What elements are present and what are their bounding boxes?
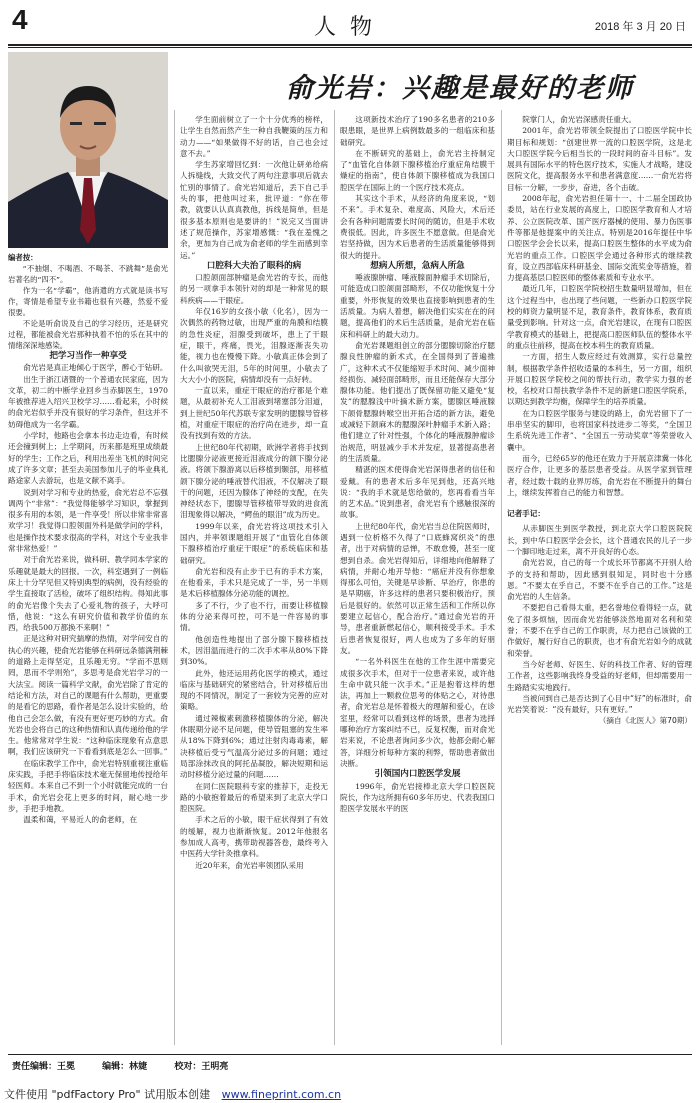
notes-paragraph: 从赤脚医生到医学教授，到北京大学口腔医院院长，到中华口腔医学会会长，这个普通农民的儿子一步一个脚印地走过来，离不开良好的心态。 xyxy=(507,524,692,556)
paragraph: 最近几年，口腔医学院校招生数量明显增加，但在这个过程当中，也出现了些问题，一些新办口腔医学院校的师资力量明显不足，教育条件，教育体系，教育质量受到影响。针对这一点，俞光岩建议，在现有口腔医学教育模式的基础上，把提高口腔医师队伍的整体水平的重点往前移，提高在校本科生的教育质量。 xyxy=(507,284,692,350)
paragraph: 俞光岩是真正地倾心于医学，醉心于钻研。 xyxy=(23,363,168,373)
section-title: 人物 xyxy=(313,15,386,40)
paragraph: 通过辣椒素刺激移植腺体的分泌，解决休眠期分泌不足问题，使导管阻塞的发生率从18%下降到6%；通过注射肉毒毒素，解决移植后受亏气温高分泌过多的问题；通过局部涂抹改良的阿托品凝胶，解决短期和运动时移植分泌过量的问题…… xyxy=(180,713,328,780)
paragraph: 上世纪80年代，俞光岩当总住院医师时，遇到一位析格不久得了“口底蜂窝织炎”的患者，出于对病情的忌惮，不敢怠慢，甚至一度想到自杀。俞光岩得知后，详细地向他解释了病情，并耐心地开导他：“癌症并没有你想象得那么可怕，关键是早诊断、早治疗，你患的是早期癌，许多这样的患者只要积极治疗，预后是很好的。依然可以正常生活和工作所以你要建立起信心，配合治疗。”通过俞光岩的开导，患者重新燃起信心，顺利接受手术。手术后患者恢复很好，两人也成为了多年的好朋友。 xyxy=(340,521,495,655)
notes-paragraph: 不要把自己看得太重，把名誉地位看得轻一点，就免了很多烦恼，因而俞光岩能够淡然地面对名利和荣誉；不要不在乎自己的工作职责，尽力把自己该做的工作做好，履行好自己的职责，也才有俞光岩如今的成就和荣誉。 xyxy=(507,603,692,658)
paragraph: 俞光岩课题组创立的部分腮腺切除治疗腮腺良性肿瘤的新术式，在全国得到了普遍推广，这种术式不仅能缩短手术时间、减少面神经损伤、减轻面部畸形，而且还能保存大部分腺体功能。他们提出了既保留功能又避免“复发”的腮腺浅中叶摘术新方案，腮腺区唾液腺下颌骨腮腺转喉空出开拓合适的新方法，避免或减轻下颌麻木的腮腺深叶肿瘤手术新入路；他们建立了针对性强，个体化的唾液腺肿瘤诊治规范，明显减少手术并发症，显著提高患者的生活质量。 xyxy=(340,340,495,463)
paragraph: 一方面，招生人数应经过有效测算，实行总量控制，根据教学条件招收适量的本科生，另一方面，组织开展口腔医学院校之间的帮扶行动，教学实力强的老校，名校对口帮扶教学条件不足的新建口腔医学院系，以期达到教学均衡，保障学生的培养质量。 xyxy=(507,352,692,407)
paragraph: 多了不行，少了也不行，而要让移植腺体的分泌来得可控，可不是一件容易的事情。 xyxy=(180,600,328,633)
paragraph: 对于俞光岩来说，做科研、教学同本学家的乐趣就是最大的回报。一次，科室遇到了一例临床上十分罕见但又特别典型的病例，没有经验的学生直接取了活检，破坏了组织结构。得知此事的俞光岩像个失去了心爱礼物的孩子，大呼可惜，他说：“这么有研究价值和教学价值的东西，给我500万都换不来啊！” xyxy=(8,555,168,633)
paragraph: 唾液腺肿瘤、唾液腺面肿瘤手术切除后，可能造成口腔颌面部畸形，不仅功能恢复十分重要，外形恢复的效果也直接影响到患者的生活质量。为病人着想，解决他们实实在在的问题，提高他们的术后生活质量，是俞光岩在临床和科研上的最大动力。 xyxy=(340,273,495,339)
paragraph: 一直以来，重症干眼症的治疗都是个难题，从最初补充人工泪液到堵塞部分泪道，到上世纪50年代苏联专家发明的腮腺导管移植，对重症干眼症的治疗尚在进步，却一直没有找到有效的方法。 xyxy=(180,386,328,441)
paragraph: 出生于浙江诸暨的一个普通农民家庭，因为文革，初二的中断学业回乡当赤脚医生，1970年被推荐进入绍兴卫校学习……看起来，小时候的俞光岩似乎并没有很好的学习条件，但这并不妨碍他成为一名学霸。 xyxy=(8,374,168,429)
header-rule xyxy=(8,44,692,46)
column-4 xyxy=(507,114,692,1044)
paragraph: 此外，他还运用药化医学的模式，通过临床与基础研究的紧密结合，针对移植后出现的不同情况，制定了一套较为完善的应对策略。 xyxy=(180,668,328,712)
column-3 xyxy=(340,114,495,1044)
paragraph: 上世纪80年代初期，欧洲学者将手找到比腮腺分泌液更接近泪液成分的颌下腺分泌液。将颌下腺游离以后移植到颞部，用移植颌下腺分泌的唾液替代泪液，不仅解决了眼干的问题，还因为腺体了神经的支配，在失神经状态下，腮腺导管移植带导致的进食流泪现象得以解决，“鳄鱼的眼泪”成为历史。 xyxy=(180,442,328,520)
notes-title: 记者手记： xyxy=(507,509,545,519)
editor-note-paragraph: “不抽烟、不喝酒、不喝茶、不跳舞”是俞光岩著名的“四不”。 xyxy=(8,264,168,284)
page-number: 4 xyxy=(12,4,28,35)
chief-editor: 责任编辑：王冕 xyxy=(12,1062,76,1072)
headline: 俞光岩：兴趣是最好的老师 xyxy=(286,73,634,104)
editor-note-paragraph: 不论是听俞说及自己的学习经历，还是研究过程，都能被俞光岩那种执着不怕的乐在其中的情绪深深地感染。 xyxy=(8,319,168,350)
proofreader: 校对：王明亮 xyxy=(174,1062,229,1072)
column-1 xyxy=(8,252,168,1042)
editor-note xyxy=(8,252,168,351)
paragraph: 院掌门人，俞光岩深感责任重大。 xyxy=(522,115,637,124)
paragraph: 手术之后的小敏，眼干症状得到了有效的缓解，视力也渐渐恢复。2012年他报名参加成人高考，携带助视器答卷，最终考入中医药大学针灸推拿科。 xyxy=(180,815,328,859)
notes-paragraph: 俞光岩说，自己的每一个成长环节都离不开别人给予的支持和帮助，因此感到很知足，同时也十分感恩。“不要太在乎自己，不要不在乎自己的工作。”这是俞光岩的人生信条。 xyxy=(507,558,692,602)
paragraph: 年仅16岁的女孩小敏（化名），因为一次偶然的药物过敏，出现严重的角膜和结膜的急性炎症，泪腺受到破坏，患上了干眼症，眼干，疼痛，畏光，泪腺逐渐丧失功能，视力也在慢慢下降。小敏真正体会到了什么叫欲哭无泪，5年的时间里，小敏去了大大小小的医院，病情却没有一点好转。 xyxy=(180,307,328,384)
footer-credits xyxy=(12,1059,252,1072)
column-2 xyxy=(180,114,328,1044)
paragraph: 小学时，他路也会拿本书边走边看，有时候还会撞到树上；上学期间，历来都是班里成绩最好的学生；工作之后，利用出差坐飞机的时间完成了许多文章；甚至去美国参加儿子的毕业典礼路途家人去游玩，也是文献不离手。 xyxy=(8,431,168,486)
watermark-link[interactable]: www.fineprint.com.cn xyxy=(221,1088,342,1101)
editor: 编辑：林婕 xyxy=(102,1062,148,1072)
paragraph: 他创造性地提出了部分腺下腺移植技术，因泪温而进行的二次手术率从80%下降到30%。 xyxy=(180,634,328,667)
pdf-watermark xyxy=(4,1086,341,1102)
paragraph: 口腔颌面部肿瘤是俞光岩的专长，而他的另一项拿手本领针对的却是一种常见的眼科疾病——干眼症。 xyxy=(180,273,328,305)
paragraph: 这项新技术治疗了190多名患者的210多眼患眼，是世界上病例数最多的一组临床和基础研究。 xyxy=(340,115,495,147)
column-divider xyxy=(334,110,335,1045)
paragraph: 其实这个手术，从经济的角度来说，“划不来”。手术复杂、难度高、风险大，术后还会有各种问题需要长时间的随访，但是手术收费很低。因此，许多医生不愿意做。但是俞光岩坚持做，因为术后患者的生活质量能够得到很大的提升。 xyxy=(340,194,495,260)
paragraph: 在同仁医院眼科专家的推荐下，走投无路的小敏抱着最后的希望来到了北京大学口腔医院。 xyxy=(180,781,328,814)
paragraph: 温柔和蔼，平易近人的俞老师，在 xyxy=(23,815,138,825)
notes-paragraph: 当被问到自己是否达到了心目中“好”的标准时，俞光岩笑着说：“没有最好，只有更好。” xyxy=(507,693,692,715)
subheading: 引领国内口腔医学发展 xyxy=(374,769,461,780)
paragraph: 在临床教学工作中，俞光岩特别重视注重临床实践，手把手将临床技术毫无保留地传授给年轻医师。本来自己不到一个小时就能完成的一台手术，俞光岩会花上更多的时间，耐心地一步步，手把手地教。 xyxy=(8,758,168,813)
column-divider xyxy=(501,110,502,1045)
subheading: 想病人所想，急病人所急 xyxy=(370,260,465,271)
paragraph: 在不断研究的基础上，俞光岩主持制定了“血管化自体颌下腺移植治疗重症角结膜干燥症的指南”，使自体颌下腺移植成为我国口腔医学在国际上的一个医疗技术亮点。 xyxy=(340,148,495,192)
column-divider xyxy=(174,110,175,1045)
paragraph: “一名外科医生在他的工作生涯中需要完成很多次手术，但对于一位患者来说，或许他生命中就只能一次手术。”正是抱着这样的想法，再加上一颗救位思考的体贴之心，对待患者，俞光岩总是怀着极大的理解和爱心，在诊室里，经常可以看到这样的场景，患者为选择哪种治疗方案纠结不已，反复权衡，而对俞光岩来说，不论患者询问多少次，他都会耐心解答，详细分析每种方案的利弊，帮助患者做出决断。 xyxy=(340,657,495,768)
paragraph: 2001年，俞光岩带领全院提出了口腔医学院中长期目标和规划：“创建世界一流的口腔医学院，这是北大口腔医学院今后相当长的一段时间的奋斗目标”。发展具有国际水平的特色医疗技术，实施人才战略，建设医院文化，提高服务水平和患者满意度……一俞光岩将目标一分解，一步步，奋进，各个击破。 xyxy=(507,126,692,192)
paragraph: 学生面前树立了一个十分优秀的榜样，让学生自然而然产生一种自我鞭策的压力和动力——“如果做得不好的话，自己也会过意不去。” xyxy=(180,115,328,158)
paragraph: 1999年以来，俞光岩将这项技术引入国内，并率领课题组开展了“血管化自体颌下腺移植治疗重症干眼症”的系统临床和基础研究。 xyxy=(180,521,328,565)
paragraph: 近20年来，俞光岩率领团队采用 xyxy=(195,860,304,870)
paragraph: 1996年，俞光岩接棒北京大学口腔医院院长，作为这所拥有60多年历史、代表我国口腔医学发展水平的医 xyxy=(340,781,495,814)
paragraph: 在为口腔医学服务与建设的路上，俞光岩留下了一串串坚实的脚印，也将国家科技进步二等奖，“全国卫生系统先进工作者”、“全国五一劳动奖章”等荣誉收入囊中。 xyxy=(507,408,692,452)
paragraph: 俞光岩和没有止步于已有的手术方案，在他看来，手术只是完成了一半，另一半则是术后移植腺体分泌功能的调控。 xyxy=(180,566,328,599)
subheading: 把学习当作一种享受 xyxy=(49,351,127,361)
header-rule-thin xyxy=(8,47,692,48)
portrait-photo xyxy=(8,52,168,248)
paragraph: 而今，已经65岁的他还在致力于开展京津冀一体化医疗合作，让更多的基层患者受益。从医学家到管理者，经过数十载的业界厉练，俞光岩在不断提升的舞台上，继续发挥着自己的能力和智慧。 xyxy=(507,453,692,497)
issue-date: 2018 年 3 月 20 日 xyxy=(594,21,686,33)
notes-signature: （摘自《北医人》第70期） xyxy=(598,716,692,726)
editor-note-paragraph: 作为一名“学霸”，他消遣的方式就是读书写作，寄情是希望专业书籍也很有兴趣，然爱不爱很要。 xyxy=(8,286,168,317)
paragraph: 说到对学习和专业的热爱，俞光岩总不忘强调两个“非常”：“我觉得能够学习知识，掌握到很多有用的本领，是一件享受！所以非常非常喜欢学习！我觉得口腔领面外科是做学问的学科，也是操作技术要求很高的学科，对这个专业我非常非常热爱！” xyxy=(8,487,168,554)
footer-rule xyxy=(8,1054,692,1055)
paragraph: 学生苏家增回忆到：一次他让研弟给病人拆缝线，大致交代了两句注意事项后就去忙别的事情了。俞光岩知道后，丢下自己手头的事，把他叫过来，批评道：“你在带教，就要认认真真教他，拆线是简单，但是很多基本原则也是要讲的！”说完又当面讲述了规范操作，苏家增感慨：“我在羞愧之余，更加为自己成为俞老师的学生而感到幸运。” xyxy=(180,160,328,260)
paragraph: 正是这种对研究揣摩的热情，对学问安自的执心的兴趣，使俞光岩能够在科研远条德满荆棘的道路上走得坚定，且乐趣无穷。“学而不思则罔，思而不学则殆”，多思考是俞光岩学习的一大法宝。阅读一篇科学文献，俞光岩除了肯定的结论和方法，对自己的课题有什么帮助，更重要的是看它的思路，看作者是怎么设计实验的，给他自己会怎么做，有没有更好更巧妙的方式。俞光岩也会将自己的这种热情和认真传递给他的学生。他常常对学生说：“这种临床现象有点意思啊，我们应该研究一下看看到底是怎么一回事。” xyxy=(8,634,168,757)
subheading: 口腔科大夫治了眼科的病 xyxy=(206,260,302,271)
notes-paragraph: 当今好老师、好医生、好的科技工作者、好的管理工作者，这些影响我终身受益的好老师，但却需要用一生路踏实实地践行。 xyxy=(507,659,692,692)
paragraph: 精湛的医术使得俞光岩深得患者的信任和爱戴。有的患者术后多年见到他，还高兴地说：“我的手术就是您给做的，您再看看当年的艺术品。”说到患者，俞光岩有个感触很深的故事。 xyxy=(340,465,495,520)
watermark-text: 文件使用 "pdfFactory Pro" 试用版本创建 xyxy=(4,1088,211,1101)
editor-note-label: 编者按： xyxy=(8,253,38,262)
paragraph: 2008年起，俞光岩担任第十一、十二届全国政协委员，站在行业发展的高度上，口腔医学教育和人才培养、公立医院改革、国产医疗器械的使用、暴力伤医事件等都是他提案中的关注点。特别是2016年提任中华口腔医学会会长以来，提高口腔医生整体的水平成为俞光岩的重点工作。口腔医学会通过各种形式的继续教育，设立西部临床科研基金、国际交流奖金等措施，着力提高基层口腔医师的整体素质和专业水平。 xyxy=(507,194,692,283)
